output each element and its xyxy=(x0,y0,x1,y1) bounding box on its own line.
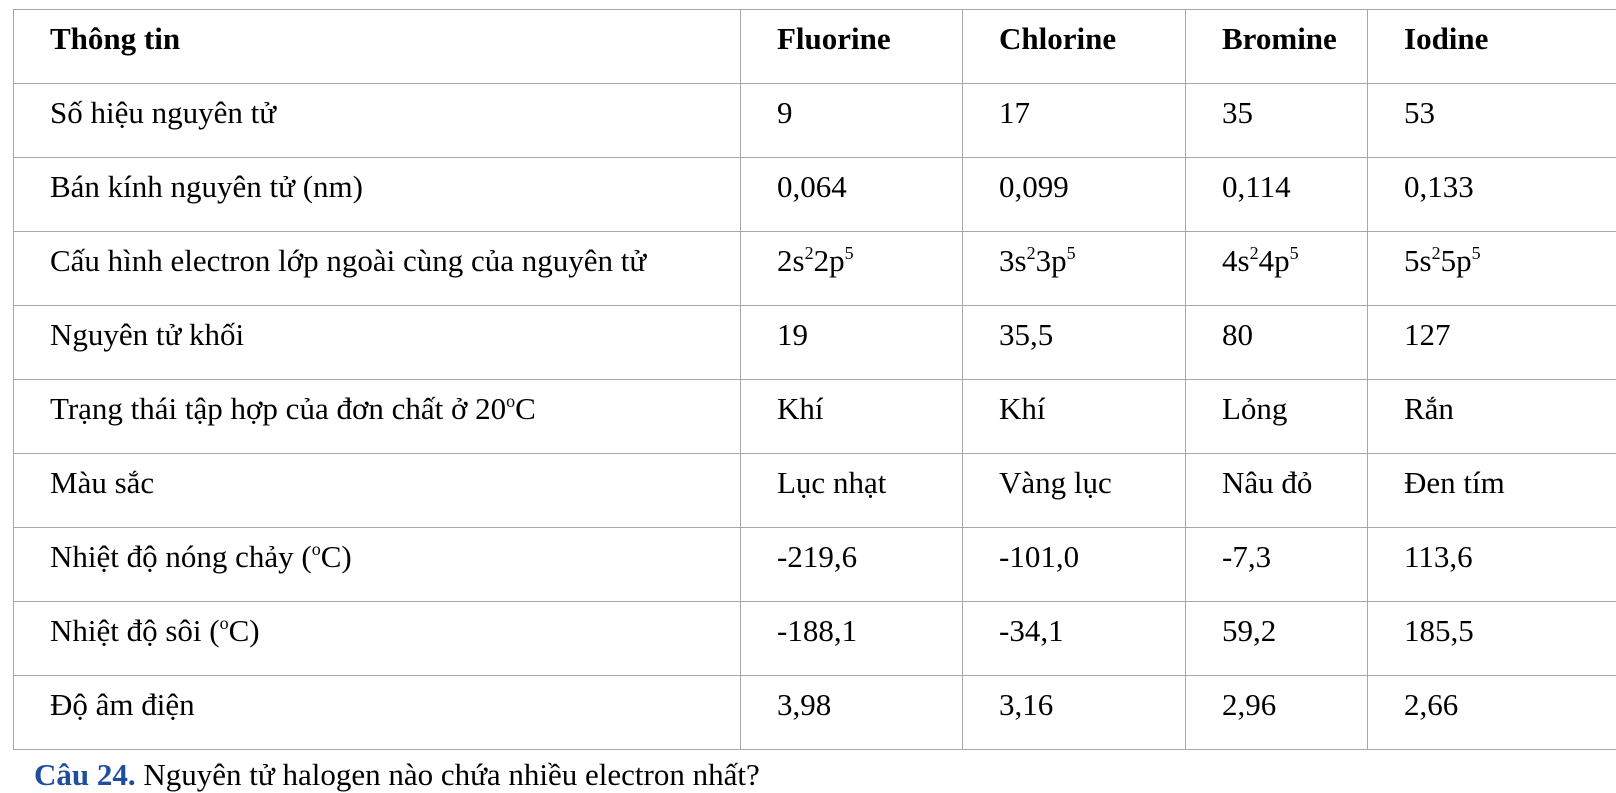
cell-value: 35 xyxy=(1186,84,1368,158)
header-cell-bromine: Bromine xyxy=(1186,10,1368,84)
row-label: Nguyên tử khối xyxy=(14,306,741,380)
header-cell-chlorine: Chlorine xyxy=(963,10,1186,84)
config-p: 3p xyxy=(1036,243,1067,278)
config-s-exp: 2 xyxy=(805,243,814,263)
row-label xyxy=(14,380,741,454)
config-s: 3s xyxy=(999,243,1027,278)
row-label: Màu sắc xyxy=(14,454,741,528)
cell-value: -7,3 xyxy=(1186,528,1368,602)
question-number: Câu 24. xyxy=(34,757,136,792)
table-header-row xyxy=(14,10,1616,84)
cell-value: Đen tím xyxy=(1368,454,1616,528)
header-cell-info: Thông tin xyxy=(14,10,741,84)
cell-value: 80 xyxy=(1186,306,1368,380)
config-p-exp: 5 xyxy=(845,243,854,263)
cell-value: Nâu đỏ xyxy=(1186,454,1368,528)
cell-value: 3,98 xyxy=(741,676,963,750)
config-s: 2s xyxy=(777,243,805,278)
cell-value: Lục nhạt xyxy=(741,454,963,528)
row-label xyxy=(14,602,741,676)
cell-value-config xyxy=(1368,232,1616,306)
cell-value-config xyxy=(1186,232,1368,306)
config-p: 5p xyxy=(1441,243,1472,278)
degree-sup: o xyxy=(220,613,229,633)
row-label-text: Nhiệt độ nóng chảy ( xyxy=(50,539,312,574)
cell-value: 53 xyxy=(1368,84,1616,158)
degree-sup: o xyxy=(312,539,321,559)
cell-value: -34,1 xyxy=(963,602,1186,676)
cell-value: -188,1 xyxy=(741,602,963,676)
config-s-exp: 2 xyxy=(1432,243,1441,263)
cell-value-config xyxy=(741,232,963,306)
cell-value-config xyxy=(963,232,1186,306)
cell-value: 0,099 xyxy=(963,158,1186,232)
config-p: 2p xyxy=(814,243,845,278)
cell-value: 17 xyxy=(963,84,1186,158)
cell-value: 0,064 xyxy=(741,158,963,232)
config-s-exp: 2 xyxy=(1027,243,1036,263)
question-text: Nguyên tử halogen nào chứa nhiều electron nhất? xyxy=(143,757,759,792)
config-p: 4p xyxy=(1259,243,1290,278)
cell-value: Rắn xyxy=(1368,380,1616,454)
table-row-physical-state xyxy=(14,380,1616,454)
cell-value: 185,5 xyxy=(1368,602,1616,676)
row-label: Bán kính nguyên tử (nm) xyxy=(14,158,741,232)
row-label-unit: C) xyxy=(229,613,260,648)
row-label-text: Trạng thái tập hợp của đơn chất ở 20 xyxy=(50,391,506,426)
cell-value: 35,5 xyxy=(963,306,1186,380)
table-row-atomic-radius xyxy=(14,158,1616,232)
config-s: 4s xyxy=(1222,243,1250,278)
row-label: Cấu hình electron lớp ngoài cùng của nguyên tử xyxy=(14,232,741,306)
cell-value: 59,2 xyxy=(1186,602,1368,676)
cell-value: 3,16 xyxy=(963,676,1186,750)
cell-value: 0,114 xyxy=(1186,158,1368,232)
cell-value: 2,96 xyxy=(1186,676,1368,750)
config-s: 5s xyxy=(1404,243,1432,278)
row-label: Độ âm điện xyxy=(14,676,741,750)
cell-value: 127 xyxy=(1368,306,1616,380)
degree-sup: o xyxy=(506,391,515,411)
cell-value: 9 xyxy=(741,84,963,158)
halogen-properties-table-wrap xyxy=(13,9,1616,750)
table-row-electronegativity xyxy=(14,676,1616,750)
next-question-line xyxy=(34,757,760,793)
config-p-exp: 5 xyxy=(1290,243,1299,263)
table-row-melting-point xyxy=(14,528,1616,602)
row-label-unit: C xyxy=(515,391,536,426)
cell-value: 2,66 xyxy=(1368,676,1616,750)
table-row-boiling-point xyxy=(14,602,1616,676)
cell-value: Khí xyxy=(963,380,1186,454)
cell-value: 113,6 xyxy=(1368,528,1616,602)
cell-value: Lỏng xyxy=(1186,380,1368,454)
cell-value: -101,0 xyxy=(963,528,1186,602)
cell-value: Vàng lục xyxy=(963,454,1186,528)
row-label-unit: C) xyxy=(321,539,352,574)
table-row-electron-configuration xyxy=(14,232,1616,306)
config-p-exp: 5 xyxy=(1472,243,1481,263)
table-row-color xyxy=(14,454,1616,528)
config-p-exp: 5 xyxy=(1067,243,1076,263)
header-cell-fluorine: Fluorine xyxy=(741,10,963,84)
cell-value: Khí xyxy=(741,380,963,454)
row-label-text: Nhiệt độ sôi ( xyxy=(50,613,220,648)
row-label xyxy=(14,528,741,602)
config-s-exp: 2 xyxy=(1250,243,1259,263)
table-row-atomic-number xyxy=(14,84,1616,158)
halogen-properties-table xyxy=(13,9,1616,750)
table-row-atomic-mass xyxy=(14,306,1616,380)
row-label: Số hiệu nguyên tử xyxy=(14,84,741,158)
cell-value: 19 xyxy=(741,306,963,380)
cell-value: 0,133 xyxy=(1368,158,1616,232)
cell-value: -219,6 xyxy=(741,528,963,602)
header-cell-iodine: Iodine xyxy=(1368,10,1616,84)
